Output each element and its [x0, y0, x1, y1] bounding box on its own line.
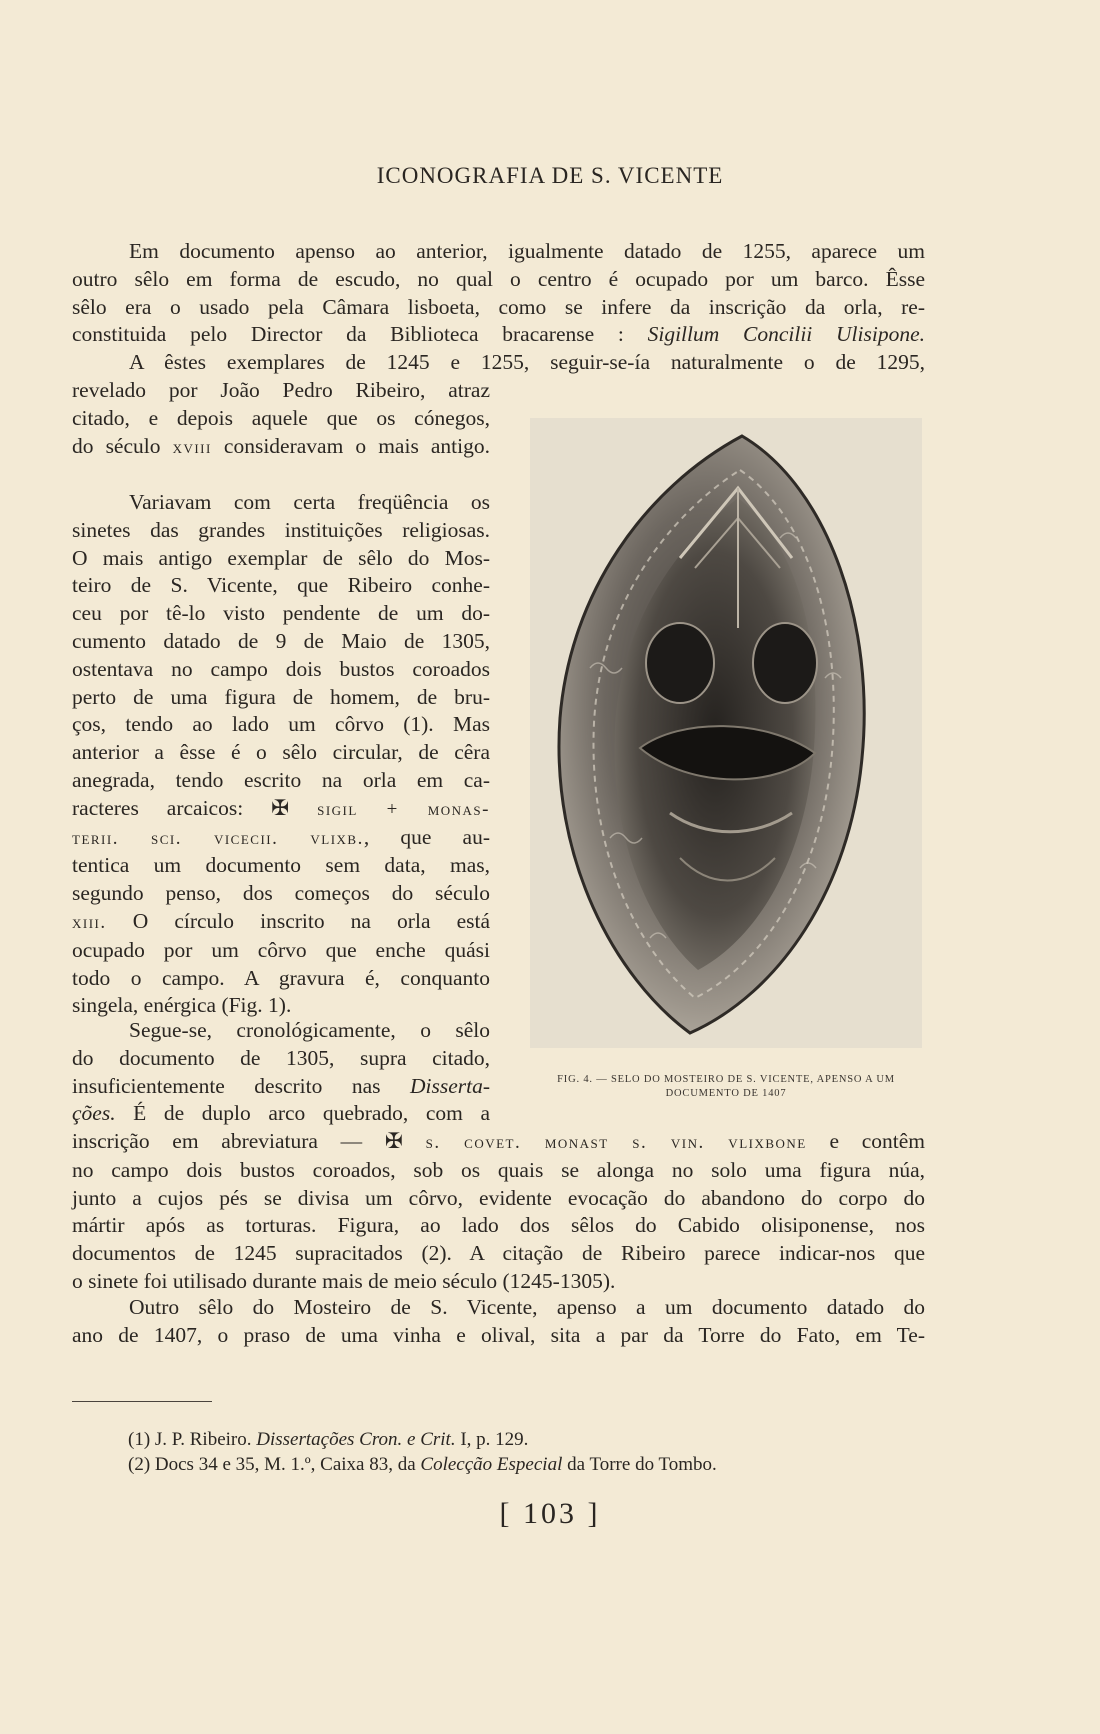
paragraph-5 [72, 1294, 925, 1350]
paragraph-2 [72, 349, 925, 377]
text-line: Segue-se, cronológicamente, o sêlo [129, 1018, 490, 1042]
page-number: [ 103 ] [499, 1497, 601, 1530]
text-line: teiro de S. Vicente, que Ribeiro conhe- [72, 573, 490, 598]
text-line: no campo dois bustos coroados, sob os quais se alonga no solo uma figura núa, [72, 1157, 925, 1182]
text-line: Variavam com certa freqüência os [129, 490, 490, 514]
text-line: junto a cujos pés se divisa um côrvo, evidente evocação do abandono do corpo do [72, 1185, 925, 1210]
running-title: ICONOGRAFIA DE S. VICENTE [376, 163, 724, 188]
text-line: revelado por João Pedro Ribeiro, atraz [72, 378, 490, 402]
text-line: outro sêlo em forma de escudo, no qual o centro é ocupado por um barco. Êsse [72, 266, 925, 291]
text-line: ceu por tê-lo visto pendente de um do- [72, 601, 490, 626]
text-line: racteres arcaicos: ✠ sigil + monas- [72, 795, 490, 820]
text-line: sêlo era o usado pela Câmara lisboeta, como se infere da inscrição da orla, re- [72, 294, 925, 319]
paragraph-3 [72, 489, 490, 1020]
text-line: Em documento apenso ao anterior, igualmente datado de 1255, aparece um [129, 239, 925, 263]
caption-line: FIG. 4. — SELO DO MOSTEIRO DE S. VICENTE, APENSO A UM [557, 1074, 895, 1085]
italic-text: Sigillum Concilii Ulisipone. [647, 322, 925, 347]
paragraph-2-narrow [72, 377, 490, 461]
text-line: ocupado por um côrvo que enche quási [72, 937, 490, 962]
text-line: sinetes das grandes instituições religiosas. [72, 517, 490, 542]
text-line: anterior a êsse é o sêlo circular, de cêra [72, 740, 490, 765]
text-line: constituida pelo Director da Biblioteca bracarense : Sigillum Concilii Ulisipone. [72, 322, 925, 347]
text-line: do século xviii consideravam o mais antigo. [72, 433, 490, 458]
text-line: o sinete foi utilisado durante mais de meio século (1245-1305). [72, 1268, 616, 1293]
text-line: ços, tendo ao lado um côrvo (1). Mas [72, 712, 490, 737]
text-line: xiii. O círculo inscrito na orla está [72, 908, 490, 933]
footnote-divider [72, 1401, 212, 1402]
seal-photograph [530, 418, 922, 1048]
text-line: anegrada, tendo escrito na orla em ca- [72, 767, 490, 792]
text-line: singela, enérgica (Fig. 1). [72, 993, 292, 1018]
text-line: insuficientemente descrito nas Disserta- [72, 1073, 490, 1098]
footnote-1: (1) J. P. Ribeiro. Dissertações Cron. e Crit. I, p. 129. [128, 1429, 529, 1450]
caption-line: DOCUMENTO DE 1407 [665, 1088, 787, 1099]
text-line: mártir após as torturas. Figura, ao lado dos sêlos do Cabido olisiponense, nos [72, 1213, 925, 1238]
text-line: terii. sci. vicecii. vlixb., que au- [72, 824, 490, 849]
text-line: cumento datado de 9 de Maio de 1305, [72, 628, 490, 653]
text-line: O mais antigo exemplar de sêlo do Mos- [72, 545, 490, 570]
text-line: Outro sêlo do Mosteiro de S. Vicente, apenso a um documento datado do [129, 1295, 925, 1319]
text-line: segundo penso, dos começos do século [72, 881, 490, 906]
text-line: ções. É de duplo arco quebrado, com a [72, 1101, 490, 1126]
text-line: ano de 1407, o praso de uma vinha e olival, sita a par da Torre do Fato, em Te- [72, 1322, 925, 1347]
text-line: documentos de 1245 supracitados (2). A citação de Ribeiro parece indicar-nos que [72, 1241, 925, 1266]
figure-caption [528, 1073, 924, 1101]
paragraph-4-wide [72, 1128, 925, 1296]
paragraph-1 [72, 238, 925, 349]
text-line: perto de uma figura de homem, de bru- [72, 684, 490, 709]
text-line: ostentava no campo dois bustos coroados [72, 656, 490, 681]
text-line: tentica um documento sem data, mas, [72, 853, 490, 878]
paragraph-4 [72, 1017, 490, 1128]
text-line: todo o campo. A gravura é, conquanto [72, 965, 490, 990]
footnote-2: (2) Docs 34 e 35, M. 1.º, Caixa 83, da Colecção Especial da Torre do Tombo. [128, 1454, 717, 1475]
text-line: inscrição em abreviatura — ✠ s. covet. monast s. vin. vlixbone e contêm [72, 1129, 925, 1153]
text-line: A êstes exemplares de 1245 e 1255, seguir-se-ía naturalmente o de 1295, [129, 350, 925, 374]
text-line: do documento de 1305, supra citado, [72, 1045, 490, 1070]
text-line: citado, e depois aquele que os cónegos, [72, 405, 490, 430]
seal-illustration [530, 418, 922, 1048]
